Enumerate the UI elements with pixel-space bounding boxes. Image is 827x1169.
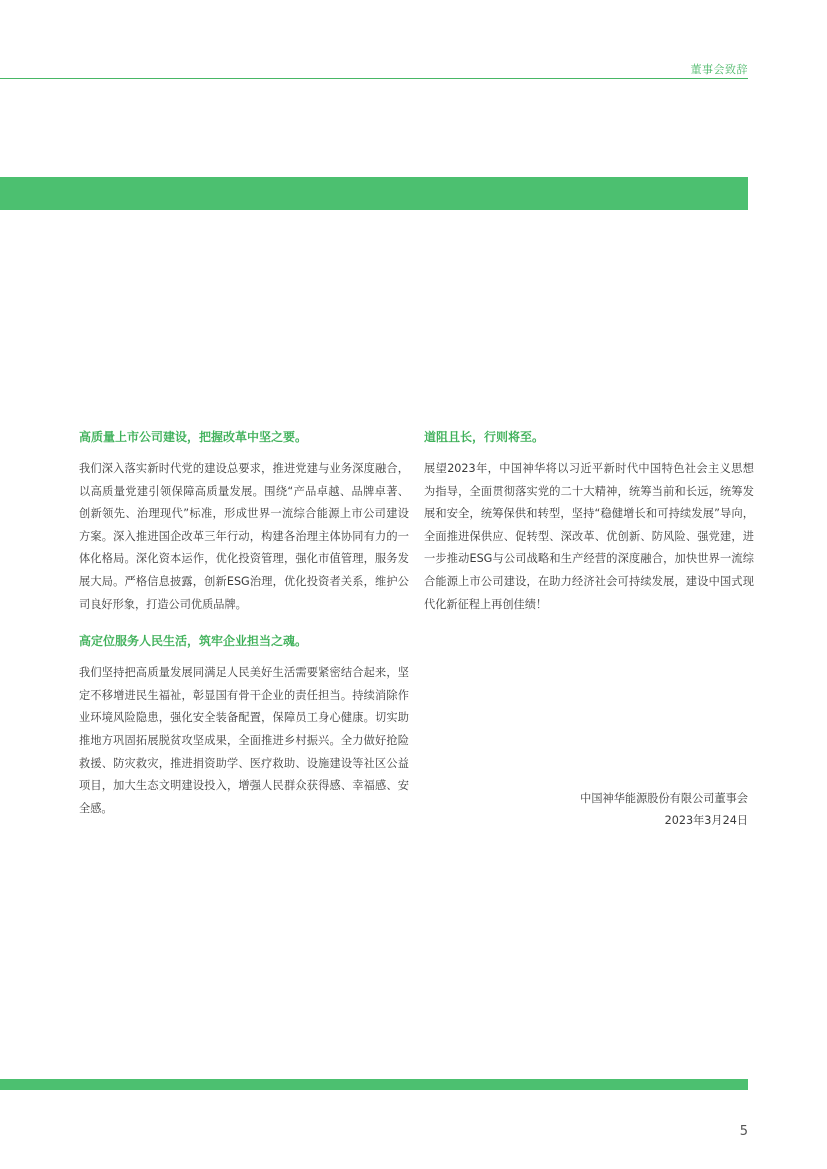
section-body-outlook: 展望2023年，中国神华将以习近平新时代中国特色社会主义思想为指导，全面贯彻落实党的二十大精神，统筹当前和长远，统筹发展和安全，统筹保供和转型，坚持“稳健增长和可持续发展”导向，全面推进保供应、促转型、深改革、优创新、防风险、强党建，进一步推动ESG与公司战略和生产经营的深度融合，加快世界一流综合能源上市公司建设，在助力经济社会可持续发展，建设中国式现代化新征程上再创佳绩！: [424, 462, 754, 611]
page-number: 5: [739, 1124, 748, 1139]
left-column: [79, 428, 409, 820]
section-heading-listed-company: 高质量上市公司建设，把握改革中坚之要。: [79, 430, 308, 444]
right-column: [424, 428, 754, 616]
signature-block: [580, 788, 748, 832]
section-heading-outlook: 道阻且长，行则将至。: [424, 430, 545, 444]
header-divider: [0, 78, 748, 79]
signature-organization: 中国神华能源股份有限公司董事会: [580, 792, 748, 805]
signature-date: 2023年3月24日: [664, 814, 748, 827]
footer-green-bar: [0, 1079, 748, 1090]
green-banner: [0, 177, 748, 210]
section-body-people-service: 我们坚持把高质量发展同满足人民美好生活需要紧密结合起来，坚定不移增进民生福祉，彰显国有骨干企业的责任担当。持续消除作业环境风险隐患，强化安全装备配置，保障员工身心健康。切实助推地方巩固拓展脱贫攻坚成果，全面推进乡村振兴。全力做好抢险救援、防灾救灾，推进捐资助学、医疗救助、设施建设等社区公益项目，加大生态文明建设投入，增强人民群众获得感、幸福感、安全感。: [79, 666, 409, 815]
section-heading-people-service: 高定位服务人民生活，筑牢企业担当之魂。: [79, 634, 308, 649]
section-title: 董事会致辞: [690, 63, 748, 76]
section-body-listed-company: 我们深入落实新时代党的建设总要求，推进党建与业务深度融合，以高质量党建引领保障高质量发展。围绕“产品卓越、品牌卓著、创新领先、治理现代”标准，形成世界一流综合能源上市公司建设方案。深入推进国企改革三年行动，构建各治理主体协同有力的一体化格局。深化资本运作，优化投资管理，强化市值管理，服务发展大局。严格信息披露，创新ESG治理，优化投资者关系，维护公司良好形象，打造公司优质品牌。: [79, 462, 409, 611]
